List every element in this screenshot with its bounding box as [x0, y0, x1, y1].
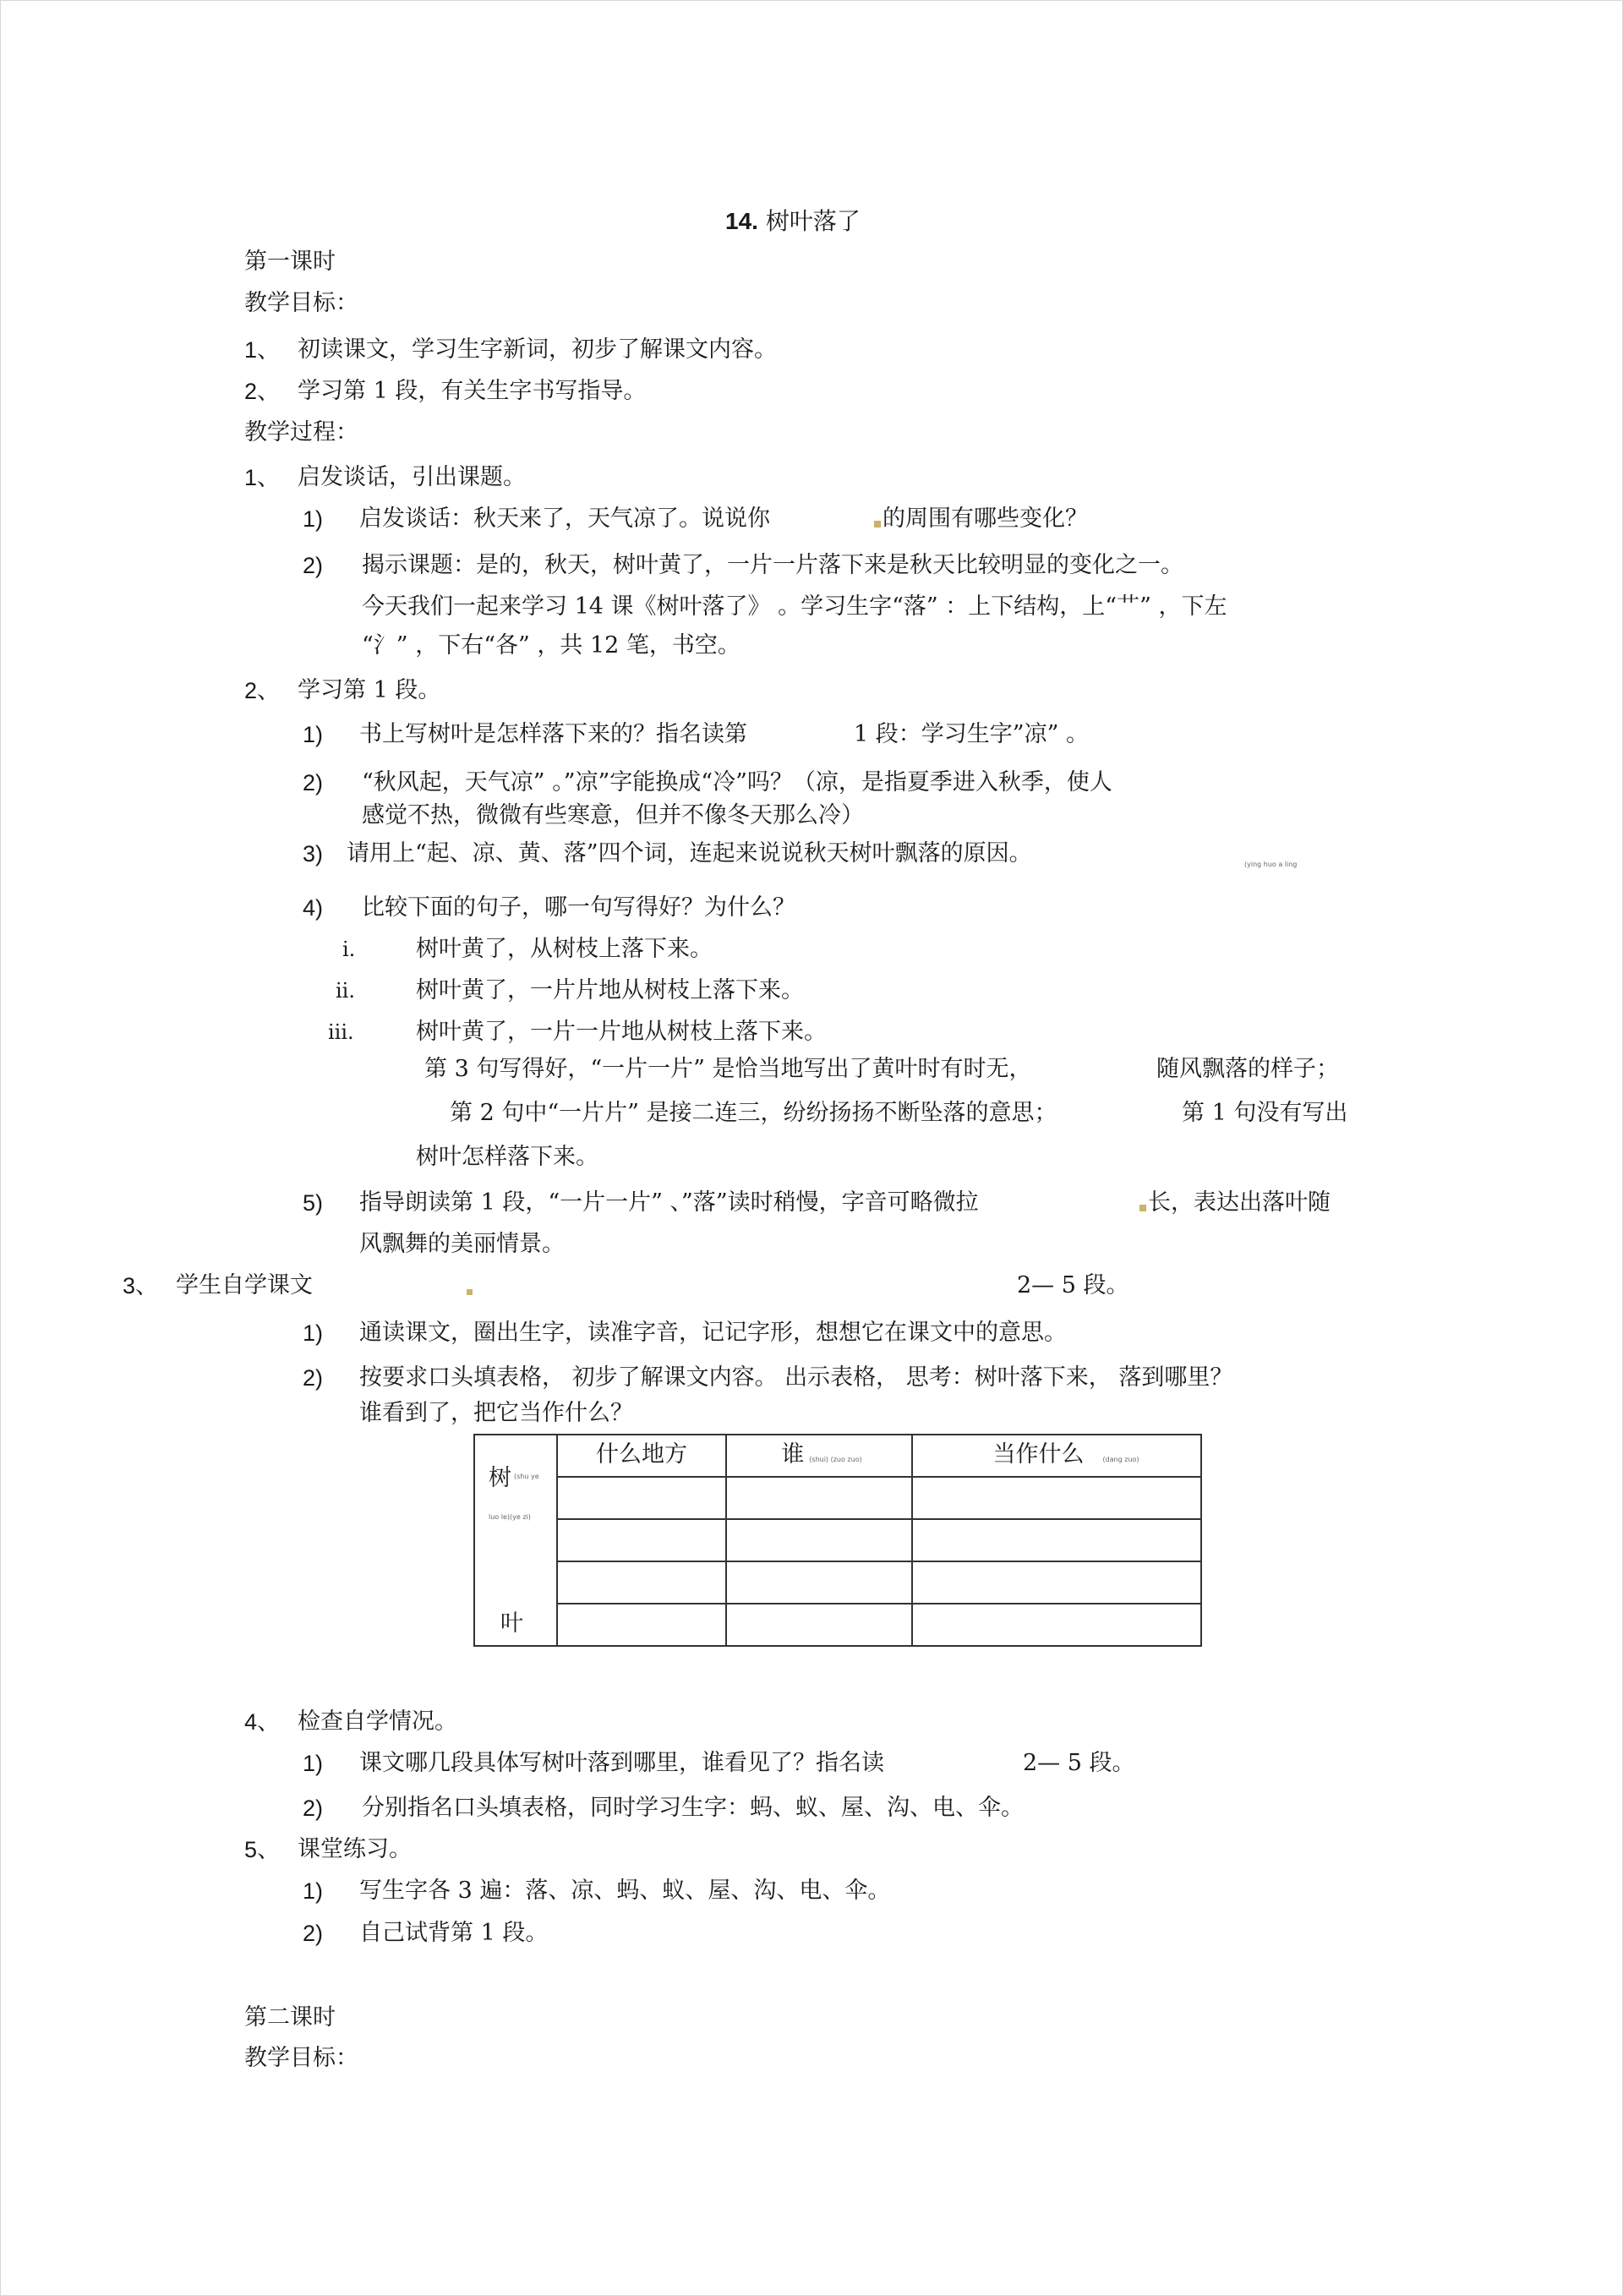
pinyin-note: (dang zuo) — [1102, 1456, 1139, 1463]
roman-num: i. — [342, 938, 356, 961]
table-cell — [726, 1519, 912, 1561]
item-num: 1) — [303, 1751, 324, 1776]
step-2-item-5-line-2: 风飘舞的美丽情景。 — [359, 1231, 565, 1257]
step-4-item-1-a: 课文哪几段具体写树叶落到哪里，谁看见了？指名读 — [359, 1750, 884, 1776]
step-3-title: 学生自学课文 — [176, 1272, 313, 1298]
table-cell — [726, 1477, 912, 1519]
step-3-item-1: 通读课文，圈出生字，读准字音，记记字形，想想它在课文中的意思。 — [359, 1320, 1067, 1346]
step-5-title: 课堂练习。 — [298, 1836, 412, 1862]
comment-line-3: 树叶怎样落下来。 — [416, 1144, 598, 1170]
comment-line-2-a: 第 2 句中“一片片” 是接二连三，纷纷扬扬不断坠落的意思； — [450, 1100, 1057, 1126]
item-num: 2) — [303, 770, 324, 795]
compare-sentence: 树叶黄了，从树枝上落下来。 — [416, 936, 713, 962]
table-header-row — [474, 1435, 1201, 1477]
lesson-1-heading: 第一课时 — [244, 249, 336, 275]
table-header-cell: 当作什么 (dang zuo) — [912, 1435, 1201, 1477]
step-4-item-2: 分别指名口头填表格，同时学习生字：蚂、蚁、屋、沟、电、伞。 — [362, 1795, 1024, 1821]
goal-num: 2、 — [244, 379, 281, 404]
step-1-item-2-line-1: 揭示课题：是的，秋天，树叶黄了，一片一片落下来是秋天比较明显的变化之一。 — [362, 552, 1183, 578]
table-cell — [912, 1604, 1201, 1646]
step-1-item-2-line-2: 今天我们一起来学习 14 课《树叶落了》 。学习生字“落” ：上下结构，上“艹” ，下左 — [362, 593, 1227, 620]
step-4-title: 检查自学情况。 — [298, 1708, 457, 1735]
step-1-item-2-line-3: “氵” ，下右“各” ，共 12 笔，书空。 — [362, 632, 740, 659]
step-5-item-2: 自己试背第 1 段。 — [359, 1920, 549, 1946]
step-1-item-1-a: 启发谈话：秋天来了，天气凉了。说说你 — [359, 506, 770, 532]
goals-2-label: 教学目标： — [244, 2045, 358, 2071]
lesson-title: 14. 树叶落了 — [725, 207, 861, 235]
roman-num: iii. — [328, 1020, 354, 1044]
ink-mark — [874, 521, 881, 528]
step-2-title: 学习第 1 段。 — [298, 677, 441, 703]
item-num: 4) — [303, 895, 324, 921]
item-num: 1) — [303, 722, 324, 747]
table-cell — [557, 1604, 726, 1646]
comment-line-1-a: 第 3 句写得好，“一片一片” 是恰当地写出了黄叶时有时无， — [424, 1056, 1032, 1082]
step-2-item-4: 比较下面的句子，哪一句写得好？为什么？ — [362, 894, 795, 921]
step-1-num: 1、 — [244, 465, 281, 490]
item-num: 1) — [303, 506, 324, 532]
goal-num: 1、 — [244, 337, 281, 363]
item-num: 2) — [303, 1365, 324, 1391]
goal-text: 初读课文，学习生字新词，初步了解课文内容。 — [298, 336, 777, 363]
table-row — [474, 1561, 1201, 1604]
pinyin-note: (ying huo a ling — [1244, 861, 1298, 868]
step-1-item-1-b: 的周围有哪些变化？ — [883, 506, 1088, 532]
goal-text: 学习第 1 段，有关生字书写指导。 — [298, 378, 647, 404]
table-side-label — [474, 1435, 557, 1646]
table-cell — [557, 1561, 726, 1604]
compare-sentence: 树叶黄了，一片片地从树枝上落下来。 — [416, 977, 804, 1003]
table-cell — [912, 1519, 1201, 1561]
step-2-num: 2、 — [244, 678, 281, 703]
table-cell — [726, 1604, 912, 1646]
pinyin-note: (shui) (zuo zuo) — [809, 1456, 862, 1463]
compare-sentence: 树叶黄了，一片一片地从树枝上落下来。 — [416, 1019, 827, 1045]
step-5-num: 5、 — [244, 1837, 281, 1862]
step-3-range: 2— 5 段。 — [1017, 1272, 1129, 1298]
table-cell — [912, 1561, 1201, 1604]
item-num: 2) — [303, 1796, 324, 1821]
step-2-item-2-line-2: 感觉不热，微微有些寒意，但并不像冬天那么冷） — [362, 802, 864, 828]
table-cell — [557, 1477, 726, 1519]
step-2-item-2-line-1: “秋风起，天气凉” 。”凉”字能换成“冷”吗？（凉，是指夏季进入秋季，使人 — [362, 769, 1112, 795]
item-num: 1) — [303, 1878, 324, 1904]
table-row — [474, 1604, 1201, 1646]
goals-label: 教学目标： — [244, 290, 358, 316]
comment-line-2-b: 第 1 句没有写出 — [1182, 1100, 1348, 1126]
roman-num: ii. — [336, 979, 355, 1003]
step-3-num: 3、 — [123, 1273, 159, 1298]
item-num: 5) — [303, 1190, 324, 1216]
table-cell — [726, 1561, 912, 1604]
step-1-title: 启发谈话，引出课题。 — [298, 464, 526, 490]
side-char-top: 树 — [489, 1465, 511, 1491]
fill-in-table — [473, 1434, 1202, 1647]
table-cell — [912, 1477, 1201, 1519]
item-num: 1) — [303, 1320, 324, 1346]
step-2-item-1-b: 1 段：学习生字”凉” 。 — [854, 721, 1089, 747]
step-4-num: 4、 — [244, 1709, 281, 1735]
step-3-item-2-line-1: 按要求口头填表格， 初步了解课文内容。 出示表格， 思考：树叶落下来， 落到哪里？ — [359, 1364, 1233, 1391]
step-2-item-3: 请用上“起、凉、黄、落”四个词，连起来说说秋天树叶飘落的原因。 — [347, 840, 1032, 866]
table-row — [474, 1519, 1201, 1561]
step-2-item-5-b: 长，表达出落叶随 — [1148, 1189, 1331, 1216]
step-3-item-2-line-2: 谁看到了，把它当作什么？ — [359, 1400, 633, 1426]
step-5-item-1: 写生字各 3 遍：落、凉、蚂、蚁、屋、沟、电、伞。 — [359, 1878, 891, 1904]
pinyin-note: (shu ye — [514, 1473, 539, 1480]
table-row — [474, 1477, 1201, 1519]
table-header-cell: 谁 (shui) (zuo zuo) — [726, 1435, 912, 1477]
step-2-item-1-a: 书上写树叶是怎样落下来的？指名读第 — [359, 721, 747, 747]
item-num: 3) — [303, 841, 324, 866]
comment-line-1-b: 随风飘落的样子； — [1156, 1056, 1339, 1082]
pinyin-note: luo le)(ye zi) — [489, 1513, 531, 1521]
ink-mark — [467, 1289, 473, 1295]
side-char-bottom: 叶 — [500, 1610, 523, 1637]
table-header-cell: 什么地方 — [557, 1435, 726, 1477]
table-cell — [557, 1519, 726, 1561]
step-2-item-5-a: 指导朗读第 1 段，“一片一片” 、”落”读时稍慢，字音可略微拉 — [359, 1189, 979, 1216]
process-label: 教学过程： — [244, 419, 358, 446]
item-num: 2) — [303, 553, 324, 578]
ink-mark — [1139, 1205, 1146, 1211]
step-4-item-1-b: 2— 5 段。 — [1023, 1750, 1135, 1776]
item-num: 2) — [303, 1921, 324, 1946]
lesson-2-heading: 第二课时 — [244, 2004, 336, 2031]
